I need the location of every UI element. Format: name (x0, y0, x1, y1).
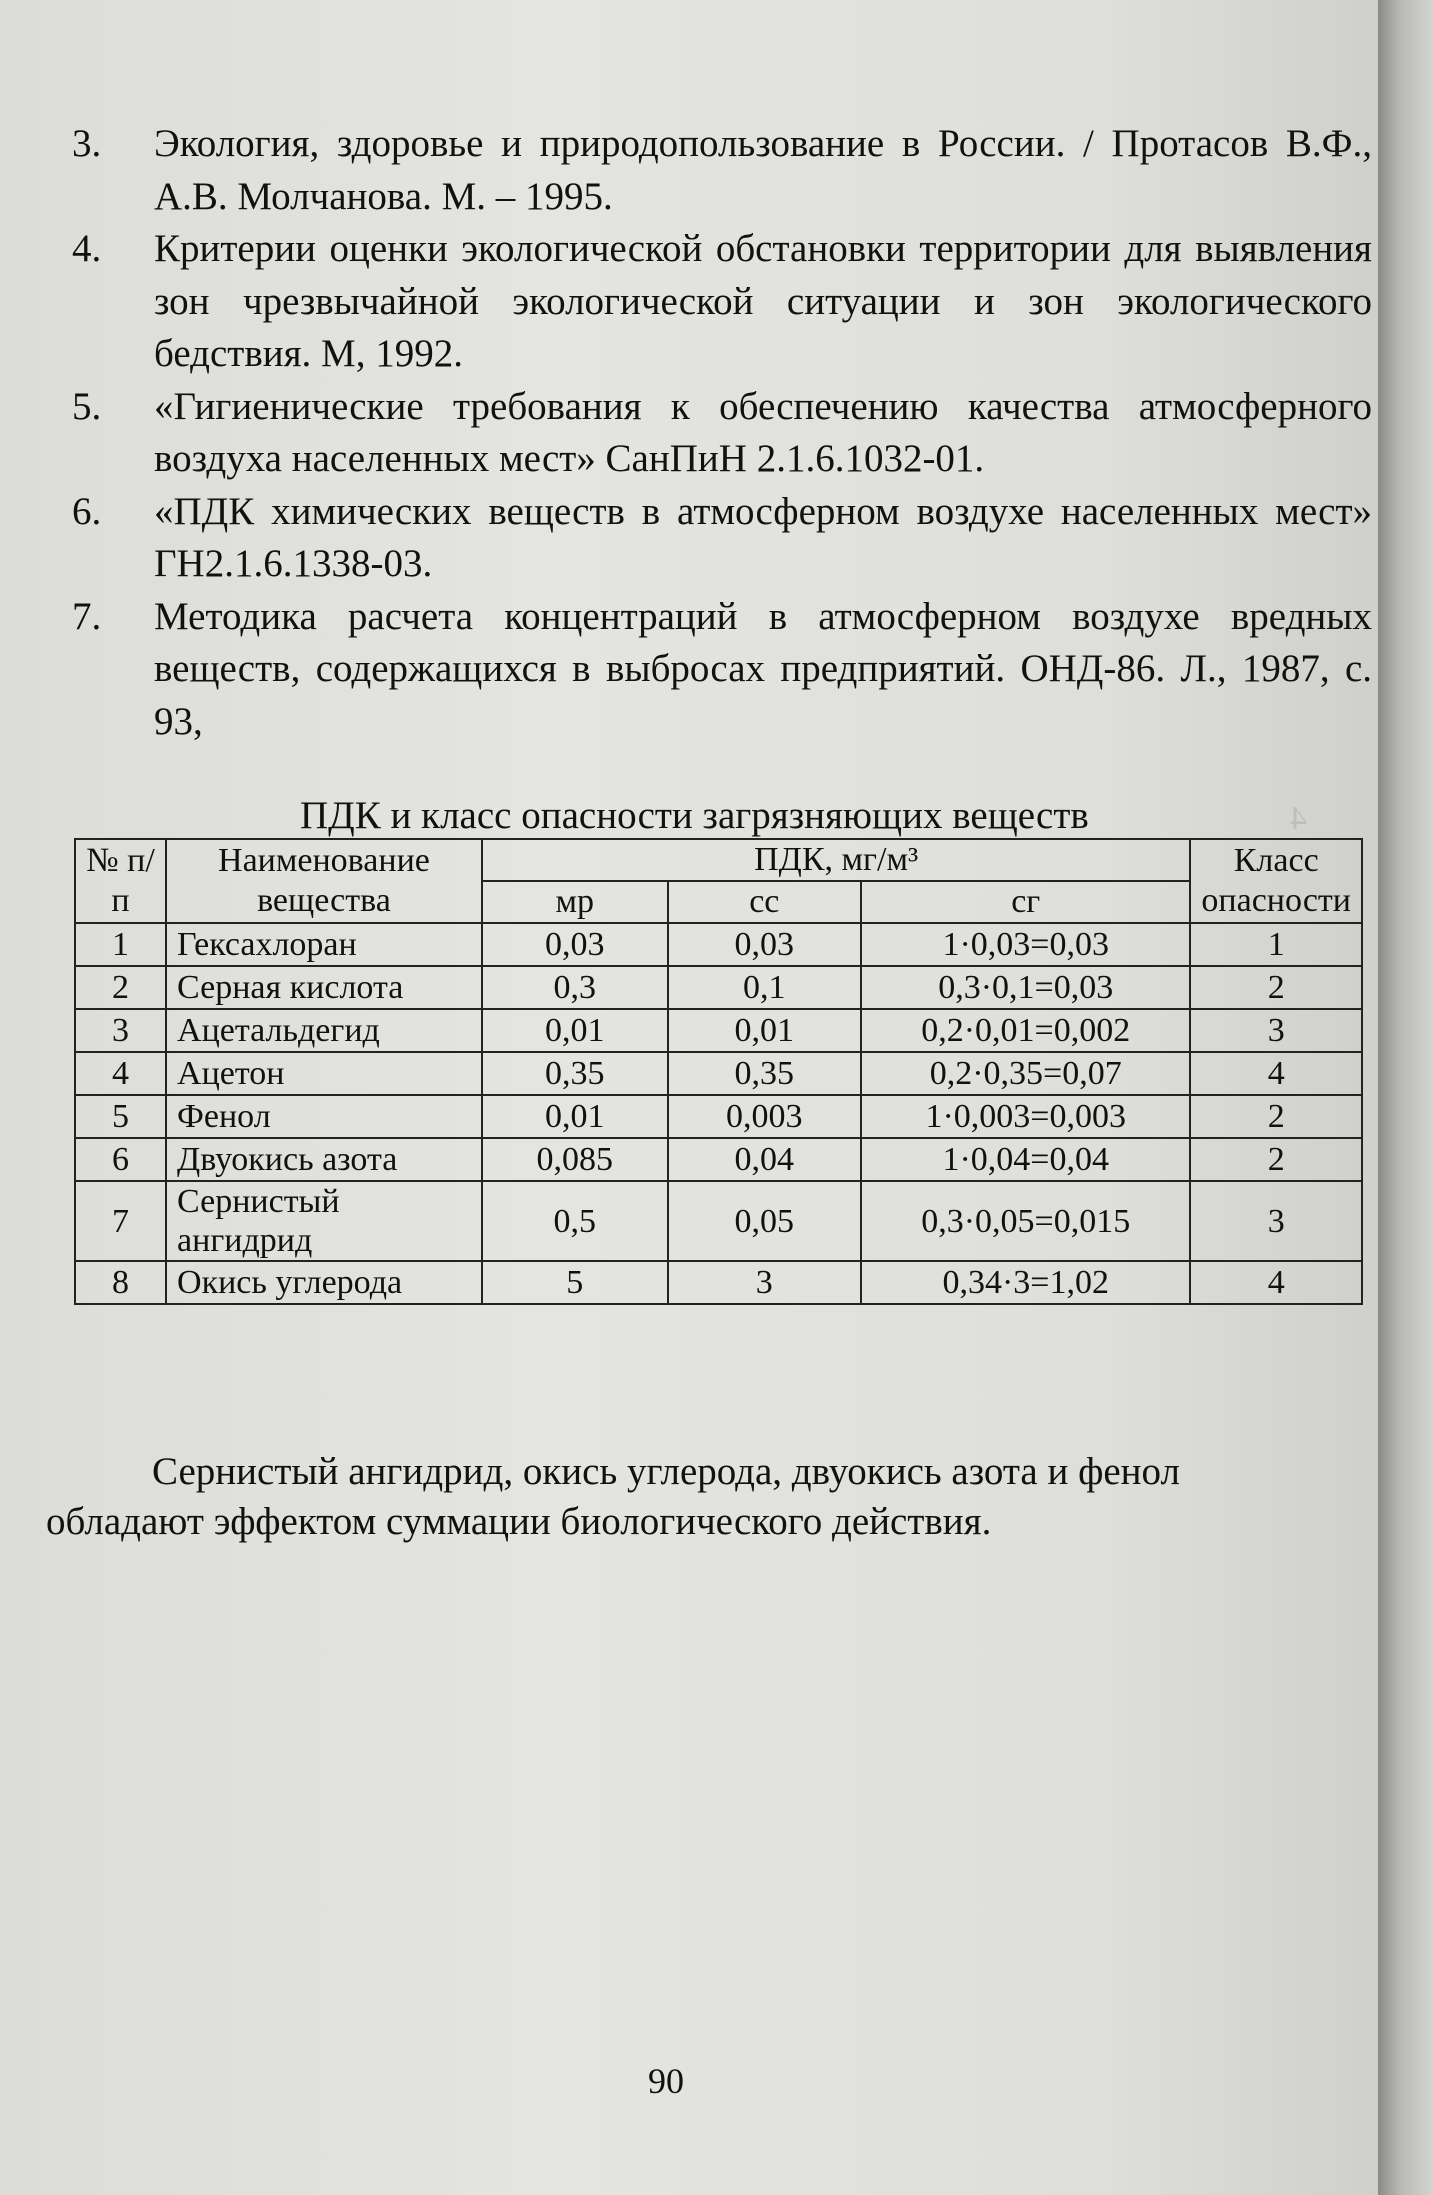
reference-item (72, 223, 1372, 381)
cell-class: 2 (1190, 1138, 1362, 1181)
cell-sg: 1·0,03=0,03 (861, 923, 1190, 966)
reference-number: 6. (72, 489, 102, 533)
cell-sg: 0,2·0,01=0,002 (861, 1009, 1190, 1052)
reference-text: «ПДК химических веществ в атмосферном воздухе населенных мест» ГН2.1.6.1338-03. (154, 489, 1372, 585)
table-row (75, 1095, 1362, 1138)
table-row (75, 923, 1362, 966)
cell-num: 7 (75, 1181, 166, 1261)
reference-number: 3. (72, 122, 102, 165)
cell-class: 1 (1190, 923, 1362, 966)
cell-name: Двуокись азота (166, 1138, 482, 1181)
cell-ss: 3 (668, 1261, 861, 1304)
cell-num: 6 (75, 1138, 166, 1181)
reference-text: «Гигиенические требования к обеспечению качества атмосферного воздуха населенных мест» СанПиН 2.1.6.1032-01. (154, 384, 1372, 480)
cell-sg: 0,2·0,35=0,07 (861, 1052, 1190, 1095)
reference-number: 5. (72, 384, 102, 428)
header-pdk: ПДК, мг/м³ (482, 839, 1191, 881)
table-body (75, 923, 1362, 1304)
cell-ss: 0,03 (668, 923, 861, 966)
cell-name: Гексахлоран (166, 923, 482, 966)
cell-num: 1 (75, 923, 166, 966)
cell-name: Окись углерода (166, 1261, 482, 1304)
reference-number: 4. (72, 227, 102, 270)
reference-item (72, 381, 1372, 486)
summary-line: обладают эффектом суммации биологического действия. (46, 1500, 992, 1543)
cell-class: 3 (1190, 1181, 1362, 1261)
reference-item (72, 486, 1372, 591)
cell-mr: 5 (482, 1261, 668, 1304)
cell-name: Ацетальдегид (166, 1009, 482, 1052)
header-class: Класс опасности (1190, 839, 1362, 923)
cell-name: Серная кислота (166, 966, 482, 1009)
table-header-row (75, 839, 1362, 881)
cell-sg: 0,34·3=1,02 (861, 1261, 1190, 1304)
cell-sg: 0,3·0,1=0,03 (861, 966, 1190, 1009)
page-edge-shadow (1378, 0, 1433, 2195)
cell-mr: 0,35 (482, 1052, 668, 1095)
cell-ss: 0,1 (668, 966, 861, 1009)
cell-mr: 0,085 (482, 1138, 668, 1181)
cell-mr: 0,5 (482, 1181, 668, 1261)
cell-num: 3 (75, 1009, 166, 1052)
cell-class: 4 (1190, 1052, 1362, 1095)
reference-text: Критерии оценки экологической обстановки территории для выявления зон чрезвычайной экологической ситуации и зон экологического бедствия. М, 1992. (154, 227, 1372, 375)
cell-ss: 0,05 (668, 1181, 861, 1261)
summary-line: Сернистый ангидрид, окись углерода, двуокись азота и фенол (152, 1450, 1180, 1493)
table-row (75, 1181, 1362, 1261)
bleed-through-text: 4 (1290, 800, 1307, 837)
cell-ss: 0,04 (668, 1138, 861, 1181)
cell-name: Фенол (166, 1095, 482, 1138)
reference-item (72, 118, 1372, 223)
header-ss: сс (668, 881, 861, 923)
cell-name: Ацетон (166, 1052, 482, 1095)
header-num: № п/п (75, 839, 166, 923)
reference-item (72, 591, 1372, 749)
cell-num: 5 (75, 1095, 166, 1138)
cell-class: 3 (1190, 1009, 1362, 1052)
page-number: 90 (648, 2061, 684, 2101)
cell-class: 4 (1190, 1261, 1362, 1304)
cell-sg: 1·0,04=0,04 (861, 1138, 1190, 1181)
reference-number: 7. (72, 594, 102, 638)
header-mr: мр (482, 881, 668, 923)
cell-num: 2 (75, 966, 166, 1009)
cell-name: Сернистый ангидрид (166, 1181, 482, 1261)
cell-num: 8 (75, 1261, 166, 1304)
pdk-table (74, 838, 1363, 1305)
table-caption: ПДК и класс опасности загрязняющих веществ (300, 794, 1089, 837)
cell-mr: 0,01 (482, 1095, 668, 1138)
cell-ss: 0,01 (668, 1009, 861, 1052)
reference-list (72, 118, 1372, 748)
table-row (75, 1261, 1362, 1304)
cell-mr: 0,01 (482, 1009, 668, 1052)
summary-paragraph (46, 1447, 1367, 1547)
cell-sg: 1·0,003=0,003 (861, 1095, 1190, 1138)
reference-text: Методика расчета концентраций в атмосферном воздухе вредных веществ, содержащихся в выбросах предприятий. ОНД-86. Л., 1987, с. 93, (154, 594, 1372, 743)
cell-class: 2 (1190, 1095, 1362, 1138)
cell-mr: 0,3 (482, 966, 668, 1009)
cell-sg: 0,3·0,05=0,015 (861, 1181, 1190, 1261)
table-row (75, 1138, 1362, 1181)
header-name: Наименование вещества (166, 839, 482, 923)
cell-class: 2 (1190, 966, 1362, 1009)
table-row (75, 1052, 1362, 1095)
cell-mr: 0,03 (482, 923, 668, 966)
header-sg: сг (861, 881, 1190, 923)
cell-ss: 0,003 (668, 1095, 861, 1138)
cell-ss: 0,35 (668, 1052, 861, 1095)
table-row (75, 966, 1362, 1009)
table-row (75, 1009, 1362, 1052)
cell-num: 4 (75, 1052, 166, 1095)
reference-text: Экология, здоровье и природопользование в России. / Протасов В.Ф., А.В. Молчанова. М. – 1995. (154, 122, 1372, 218)
